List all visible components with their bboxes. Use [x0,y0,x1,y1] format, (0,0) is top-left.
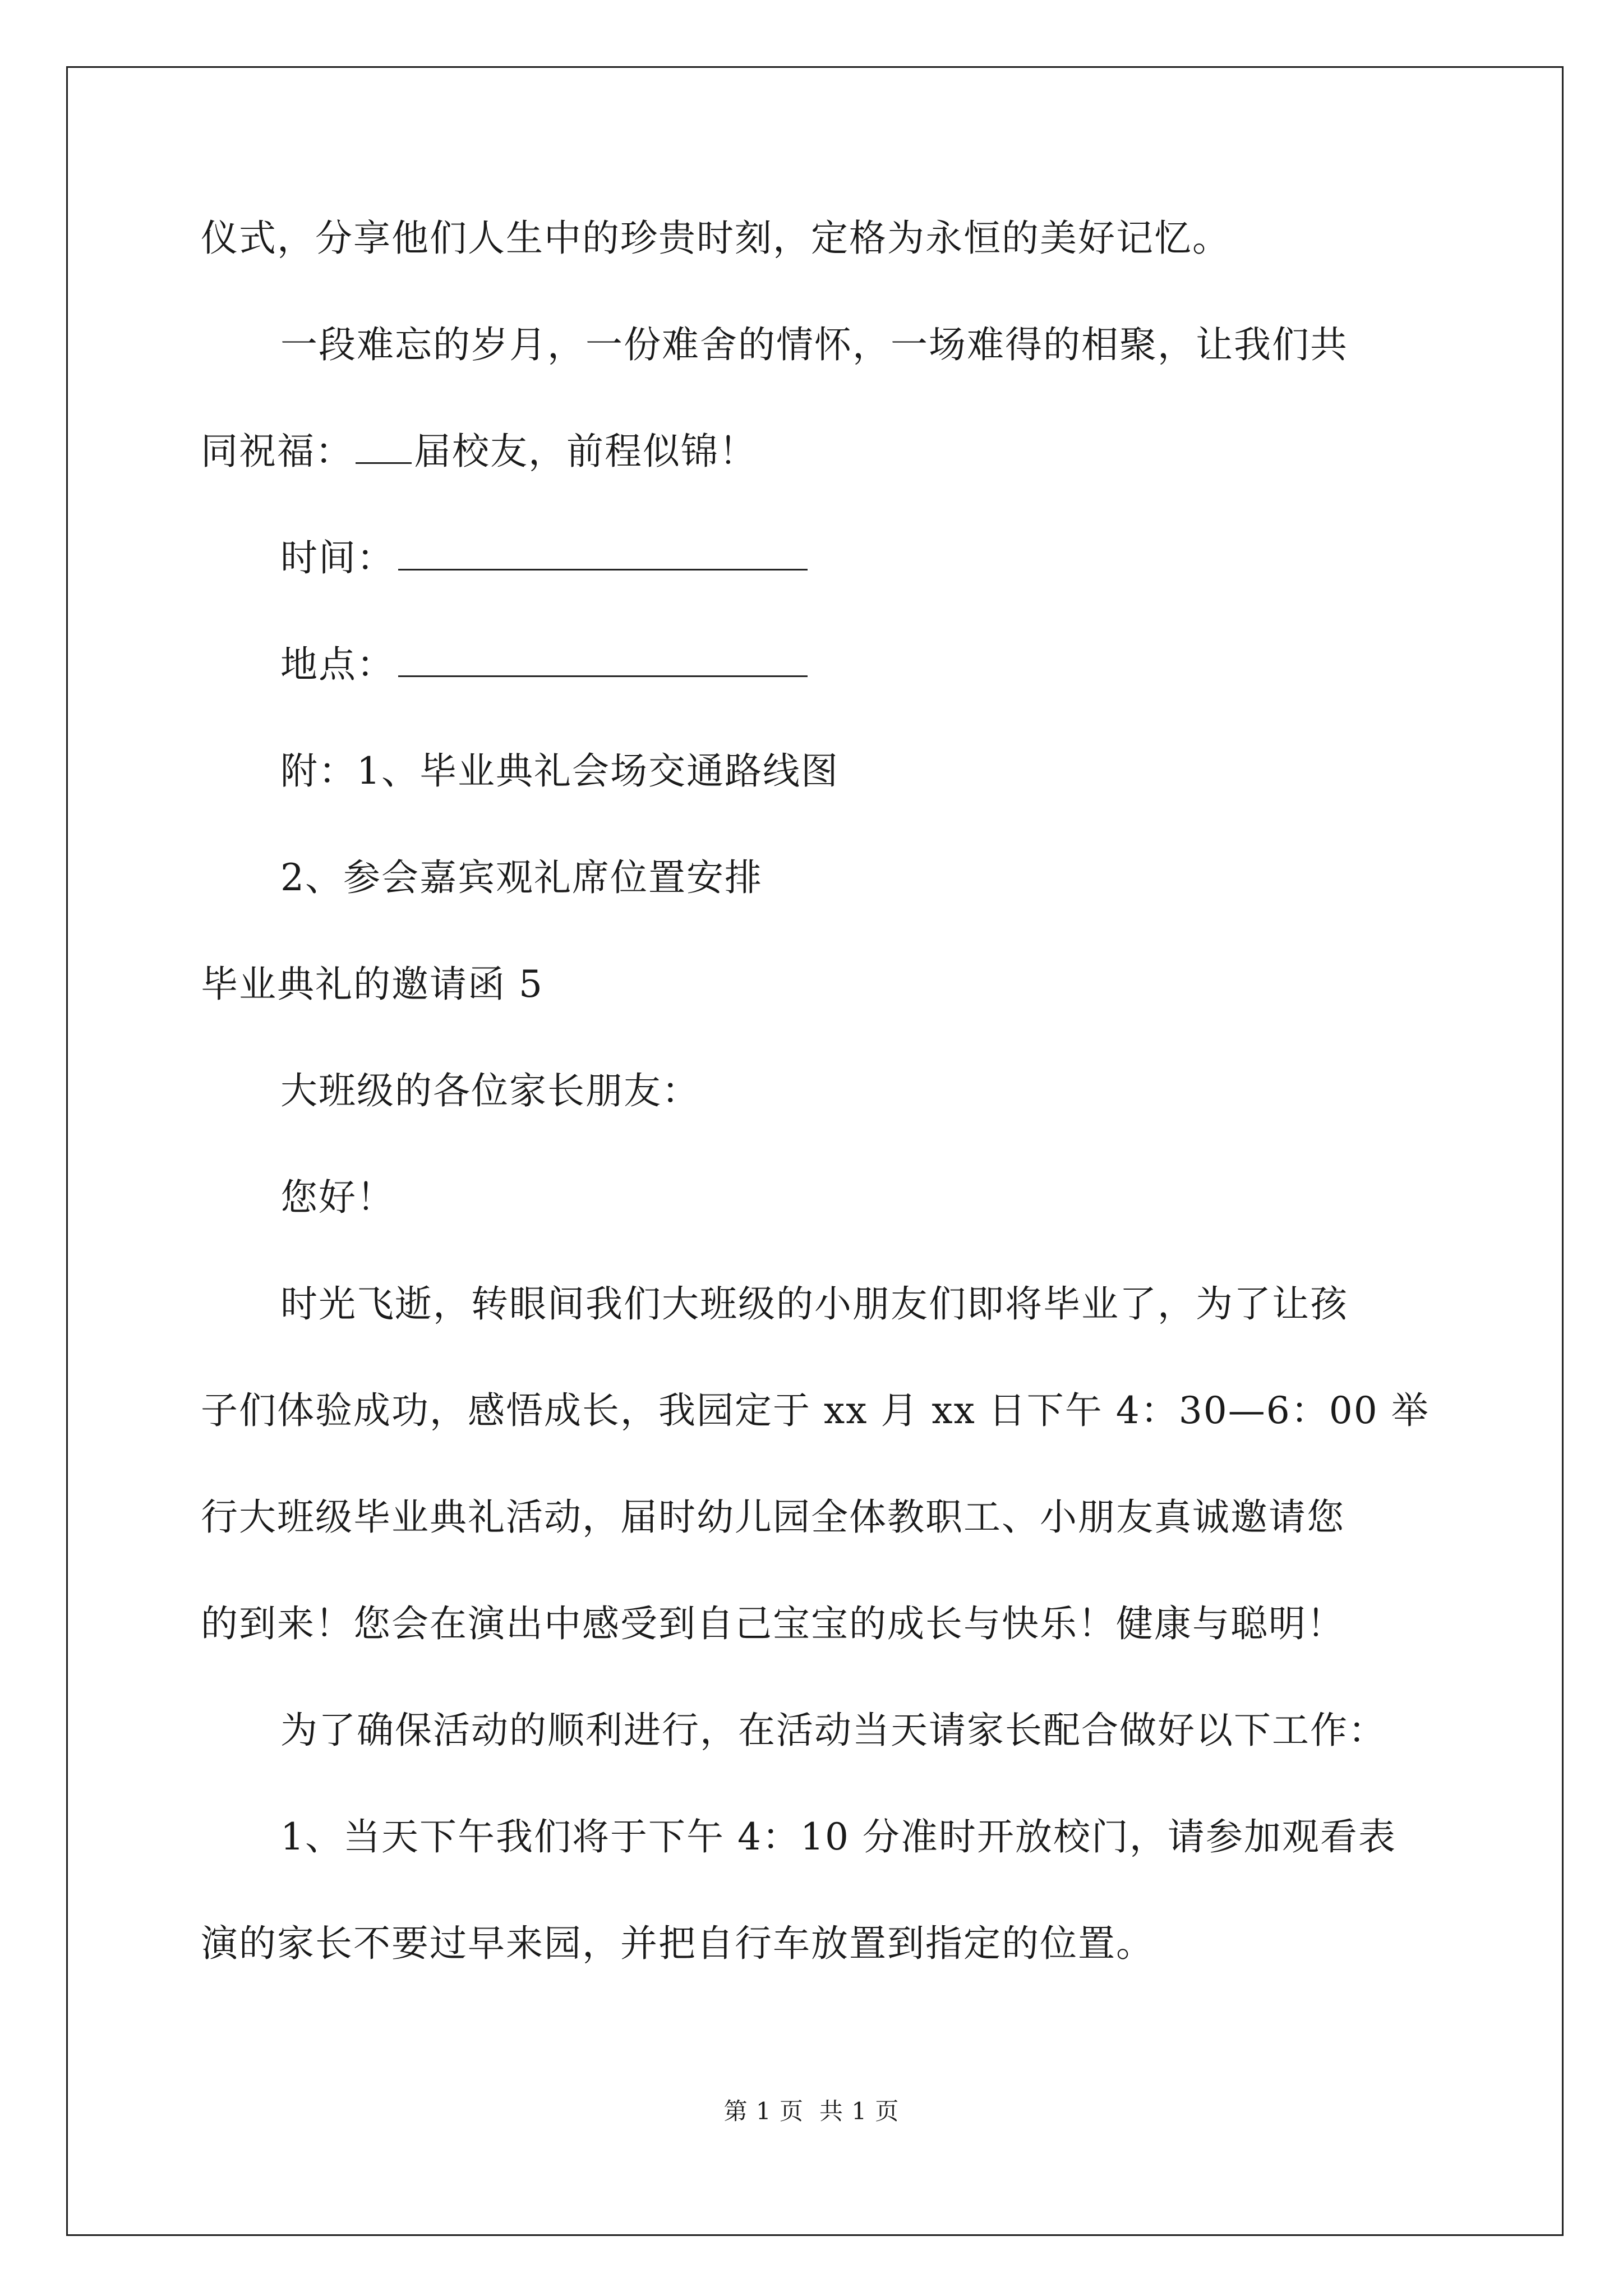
paragraph-line: 2、参会嘉宾观礼席位置安排 [280,856,763,899]
paragraph-line: 的到来！您会在演出中感受到自己宝宝的成长与快乐！健康与聪明！ [201,1602,1345,1645]
fill-in-blank [398,643,808,677]
paragraph-line: 一段难忘的岁月，一份难舍的情怀，一场难得的相聚，让我们共 [280,323,1348,366]
field-label-location: 地点： [280,643,395,686]
text-segment: 届校友，前程似锦！ [414,430,757,473]
paragraph-line: 1、当天下午我们将于下午 4：10 分准时开放校门，请参加观看表 [280,1815,1396,1858]
field-label-time: 时间： [280,536,395,579]
paragraph-line [280,536,808,581]
paragraph-line: 时光飞逝，转眼间我们大班级的小朋友们即将毕业了，为了让孩 [280,1282,1348,1326]
page-number: 第 1 页 [723,2097,804,2125]
paragraph-line: 为了确保活动的顺利进行，在活动当天请家长配合做好以下工作： [280,1709,1386,1752]
text-segment: 同祝福： [201,430,353,473]
paragraph-line: 您好！ [280,1176,395,1219]
paragraph-line: 附：1、毕业典礼会场交通路线图 [280,749,839,793]
section-heading: 毕业典礼的邀请函 5 [201,963,543,1006]
paragraph-line [280,642,808,687]
paragraph-line [201,429,757,474]
fill-in-blank [398,536,808,570]
page-footer [0,2097,1623,2126]
paragraph-line: 演的家长不要过早来园，并把自行车放置到指定的位置。 [201,1922,1154,1965]
fill-in-blank [356,430,412,464]
page-frame [66,66,1564,2236]
page-total: 共 1 页 [819,2097,900,2125]
paragraph-line: 行大班级毕业典礼活动，届时幼儿园全体教职工、小朋友真诚邀请您 [201,1496,1345,1539]
paragraph-line: 子们体验成功，感悟成长，我园定于 xx 月 xx 日下午 4：30—6：00 举 [201,1389,1430,1432]
paragraph-line: 大班级的各位家长朋友： [280,1069,700,1112]
paragraph-line: 仪式，分享他们人生中的珍贵时刻，定格为永恒的美好记忆。 [201,217,1230,260]
